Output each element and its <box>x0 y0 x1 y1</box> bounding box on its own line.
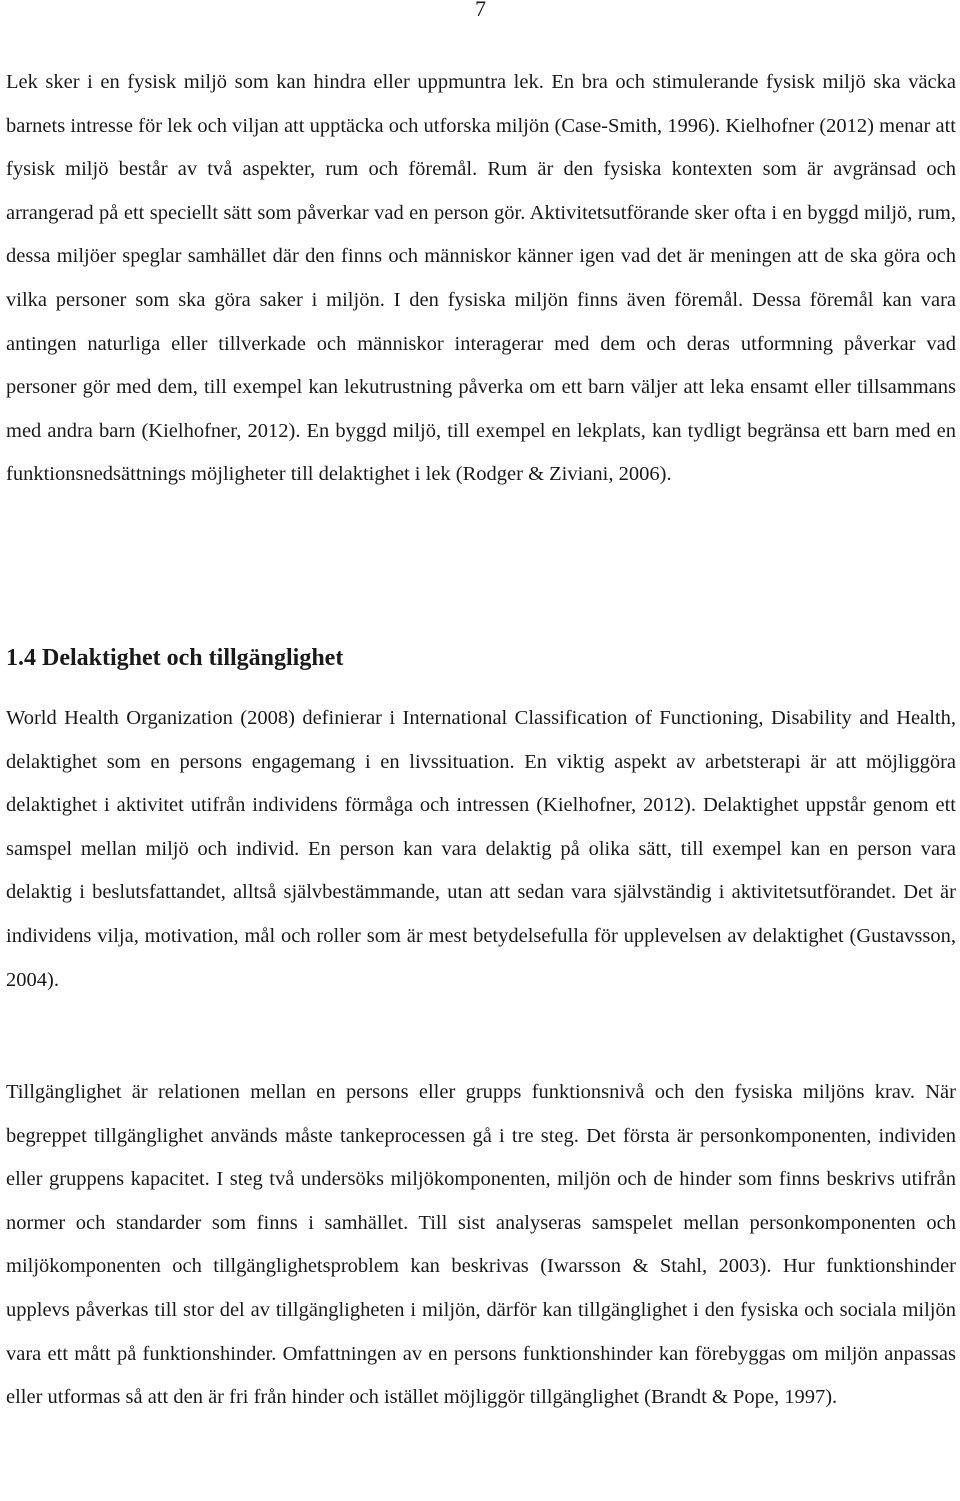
paragraph-accessibility: Tillgänglighet är relationen mellan en persons eller grupps funktionsnivå och den fysiska miljöns krav. När begreppet tillgänglighet används måste tankeprocessen gå i tre steg. Det första är personkomponenten, individen eller gruppens kapacitet. I steg två undersöks miljökomponenten, miljön och de hinder som finns beskrivs utifrån normer och standarder som finns i samhället. Till sist analyseras samspelet mellan personkomponenten och miljökomponenten och tillgänglighetsproblem kan beskrivas (Iwarsson & Stahl, 2003). Hur funktionshinder upplevs påverkas till stor del av tillgängligheten i miljön, därför kan tillgänglighet i den fysiska och sociala miljön vara ett mått på funktionshinder. Omfattningen av en persons funktionshinder kan förebyggas om miljön anpassas eller utformas så att den är fri från hinder och istället möjliggör tillgänglighet (Brandt & Pope, 1997). <box>6 1081 956 1409</box>
section-heading: 1.4 Delaktighet och tillgänglighet <box>6 645 344 671</box>
page-number: 7 <box>475 0 486 21</box>
paragraph-physical-environment: Lek sker i en fysisk miljö som kan hindra eller uppmuntra lek. En bra och stimulerande fysisk miljö ska väcka barnets intresse för lek och viljan att upptäcka och utforska miljön (Case-Smith, 1996). Kielhofner (2012) menar att fysisk miljö består av två aspekter, rum och föremål. Rum är den fysiska kontexten som är avgränsad och arrangerad på ett speciellt sätt som påverkar vad en person gör. Aktivitetsutförande sker ofta i en byggd miljö, rum, dessa miljöer speglar samhället där den finns och människor känner igen vad det är meningen att de ska göra och vilka personer som ska göra saker i miljön. I den fysiska miljön finns även föremål. Dessa föremål kan vara antingen naturliga eller tillverkade och människor interagerar med dem och deras utformning påverkar vad personer gör med dem, till exempel kan lekutrustning påverka om ett barn väljer att leka ensamt eller tillsammans med andra barn (Kielhofner, 2012). En byggd miljö, till exempel en lekplats, kan tydligt begränsa ett barn med en funktionsnedsättnings möjligheter till delaktighet i lek (Rodger & Ziviani, 2006). <box>6 71 956 486</box>
paragraph-participation: World Health Organization (2008) definierar i International Classification of Functioning, Disability and Health, delaktighet som en persons engagemang i en livssituation. En viktig aspekt av arbetsterapi är att möjliggöra delaktighet i aktivitet utifrån individens förmåga och intressen (Kielhofner, 2012). Delaktighet uppstår genom ett samspel mellan miljö och individ. En person kan vara delaktig på olika sätt, till exempel kan en person vara delaktig i beslutsfattandet, alltså självbestämmande, utan att sedan vara självständig i aktivitetsutförandet. Det är individens vilja, motivation, mål och roller som är mest betydelsefulla för upplevelsen av delaktighet (Gustavsson, 2004). <box>6 707 956 991</box>
